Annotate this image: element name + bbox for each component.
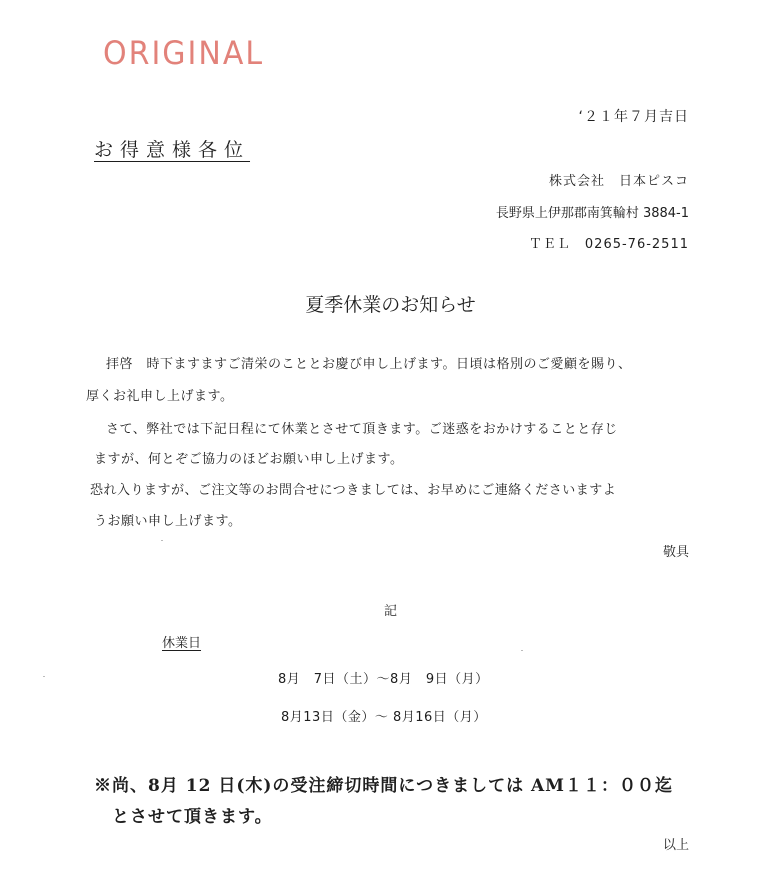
original-stamp: ORIGINAL — [103, 34, 265, 73]
body-line-6: うお願い申し上げます。 — [94, 514, 242, 529]
holiday-label: 休業日 — [162, 636, 202, 651]
body-line-3: さて、弊社では下記日程にて休業とさせて頂きます。ご迷惑をおかけすることと存じ — [106, 422, 618, 437]
note-line-2: とさせて頂きます。 — [112, 807, 273, 827]
body-line-1: 拝啓 時下ますますご清栄のこととお慶び申し上げます。日頃は格別のご愛顧を賜り、 — [106, 357, 632, 372]
scan-speck — [43, 676, 45, 677]
body-line-5: 恐れ入りますが、ご注文等のお問合せにつきましては、お早めにご連絡くださいますよ — [90, 483, 617, 498]
note-line-1: ※尚、8月 12 日(木)の受注締切時間につきましては AM１１：００迄 — [94, 776, 673, 796]
sender-phone: ＴＥＬ 0265-76-2511 — [528, 237, 689, 252]
sender-company: 株式会社 日本ピスコ — [548, 174, 689, 189]
body-line-2: 厚くお礼申し上げます。 — [86, 389, 234, 404]
body-line-4: ますが、何とぞご協力のほどお願い申し上げます。 — [94, 452, 404, 467]
holiday-period-2: 8月13日（金）～ 8月16日（月） — [281, 710, 487, 725]
scan-speck — [161, 540, 163, 541]
sender-address: 長野県上伊那郡南箕輪村 3884-1 — [495, 206, 689, 221]
document-title: 夏季休業のお知らせ — [305, 294, 476, 316]
end-mark: 以上 — [662, 838, 689, 853]
issue-date: ‘２１年７月吉日 — [578, 109, 689, 125]
closing-keigu: 敬具 — [662, 545, 689, 560]
details-heading: 記 — [384, 604, 398, 619]
holiday-period-1: 8月 7日（土）～8月 9日（月） — [278, 672, 489, 687]
scan-speck — [521, 650, 523, 651]
recipient-line: お得意様各位 — [94, 139, 251, 161]
